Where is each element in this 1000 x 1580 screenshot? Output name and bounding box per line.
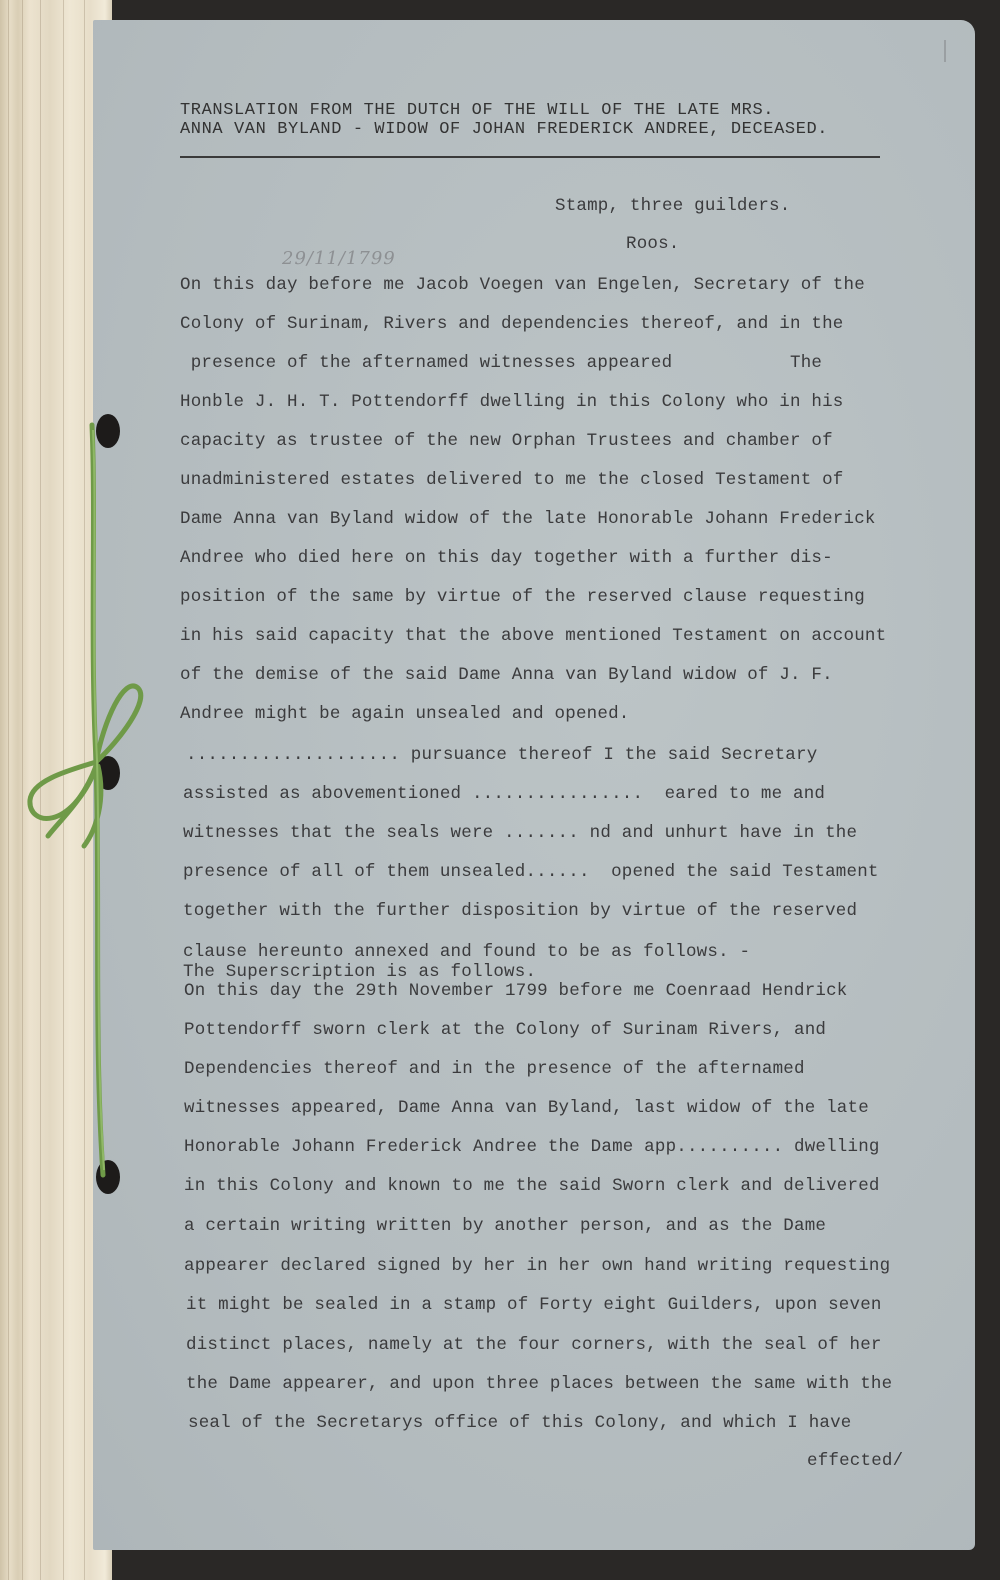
text-line: Pottendorff sworn clerk at the Colony of Surinam Rivers, and	[184, 1020, 827, 1040]
text-line: clause hereunto annexed and found to be as follows. -	[183, 942, 751, 962]
text-line: Andree who died here on this day together with a further dis-	[180, 548, 833, 568]
binding-hole-middle	[96, 756, 120, 790]
text-line: presence of the afternamed witnesses appeared The	[180, 353, 823, 373]
pencil-date-note: 29/11/1799	[282, 248, 396, 269]
text-line: Colony of Surinam, Rivers and dependencies thereof, and in the	[180, 314, 844, 334]
text-line: of the demise of the said Dame Anna van Byland widow of J. F.	[180, 665, 833, 685]
text-line: together with the further disposition by virtue of the reserved	[183, 901, 858, 921]
stamp-note: Stamp, three guilders.	[555, 196, 791, 216]
text-line: position of the same by virtue of the reserved clause requesting	[180, 587, 865, 607]
text-line: capacity as trustee of the new Orphan Trustees and chamber of	[180, 431, 833, 451]
heading-rule	[180, 156, 880, 158]
text-line: the Dame appearer, and upon three places between the same with the	[186, 1374, 893, 1394]
text-line: witnesses that the seals were ....... nd and unhurt have in the	[183, 823, 858, 843]
text-line: Dependencies thereof and in the presence of the afternamed	[184, 1059, 805, 1079]
text-line: Andree might be again unsealed and opened.	[180, 704, 630, 724]
text-line: On this day the 29th November 1799 before me Coenraad Hendrick	[184, 981, 848, 1001]
text-line: The Superscription is as follows.	[183, 962, 537, 982]
catchword: effected/	[807, 1451, 904, 1471]
text-line: witnesses appeared, Dame Anna van Byland, last widow of the late	[184, 1098, 869, 1118]
heading-line-1: TRANSLATION FROM THE DUTCH OF THE WILL OF THE LATE MRS.	[180, 101, 775, 120]
text-line: seal of the Secretarys office of this Colony, and which I have	[188, 1413, 852, 1433]
page-mark	[944, 40, 946, 62]
text-line: Honorable Johann Frederick Andree the Dame app.......... dwelling	[184, 1137, 880, 1157]
text-line: Honble J. H. T. Pottendorff dwelling in this Colony who in his	[180, 392, 844, 412]
text-line: appearer declared signed by her in her own hand writing requesting	[184, 1256, 891, 1276]
text-line: presence of all of them unsealed...... opened the said Testament	[183, 862, 879, 882]
binding-hole-bottom	[96, 1160, 120, 1194]
text-line: in his said capacity that the above mentioned Testament on account	[180, 626, 887, 646]
text-line: unadministered estates delivered to me the closed Testament of	[180, 470, 844, 490]
text-line: .................... pursuance thereof I the said Secretary	[186, 745, 818, 765]
text-line: On this day before me Jacob Voegen van Engelen, Secretary of the	[180, 275, 865, 295]
text-line: Dame Anna van Byland widow of the late Honorable Johann Frederick	[180, 509, 876, 529]
heading-line-2: ANNA VAN BYLAND - WIDOW OF JOHAN FREDERICK ANDREE, DECEASED.	[180, 120, 829, 139]
text-line: assisted as abovementioned ................ eared to me and	[183, 784, 826, 804]
text-line: it might be sealed in a stamp of Forty eight Guilders, upon seven	[186, 1295, 882, 1315]
text-line: in this Colony and known to me the said Sworn clerk and delivered	[184, 1176, 880, 1196]
text-line: a certain writing written by another person, and as the Dame	[184, 1216, 827, 1236]
stamp-signature: Roos.	[626, 234, 680, 254]
text-line: distinct places, namely at the four corners, with the seal of her	[186, 1335, 882, 1355]
binding-hole-top	[96, 414, 120, 448]
